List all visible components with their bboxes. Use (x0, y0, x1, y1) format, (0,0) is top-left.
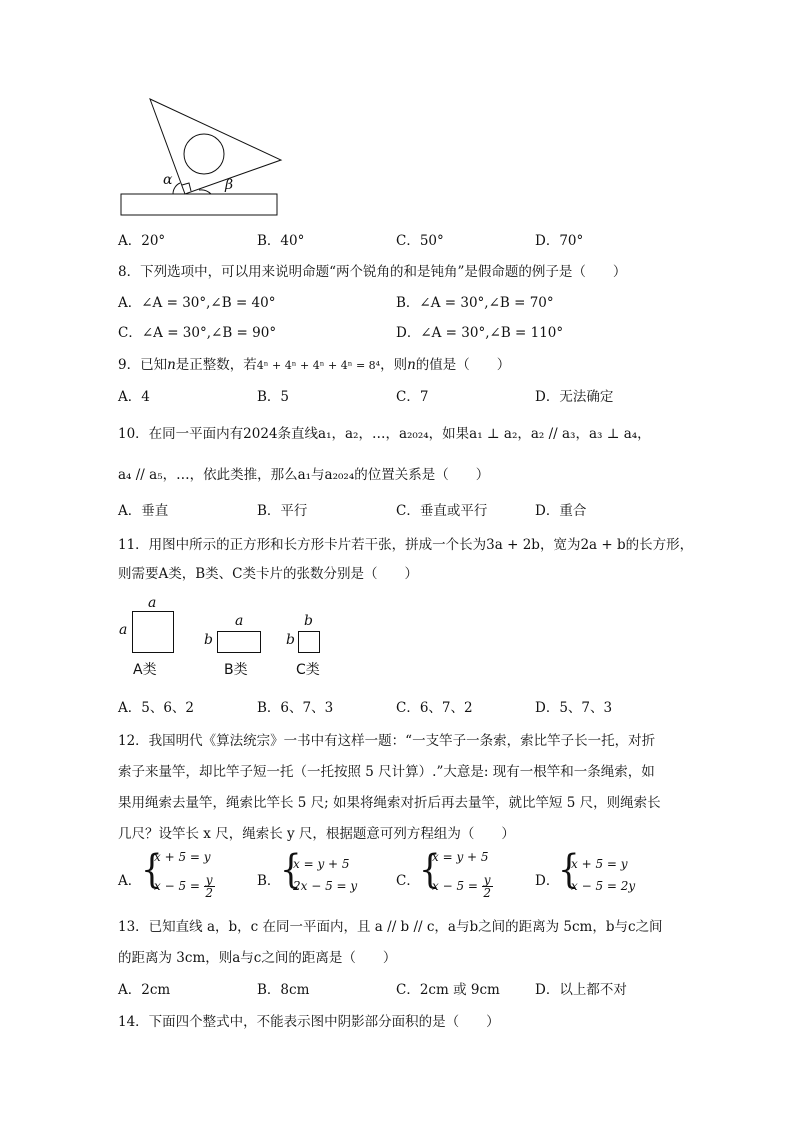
q12-option-d-letter: D． (535, 873, 560, 889)
q11-card-a-top-label: a (148, 595, 157, 611)
q11-class-a-label: A类 (133, 662, 157, 678)
q12-option-a-letter: A． (118, 873, 142, 889)
q12-option-c-eq2: x − 5 = $\frac{y}{2}$ (432, 873, 491, 900)
q12-option-a-brace: { (141, 847, 163, 893)
q9-option-d[interactable]: D．无法确定 (535, 389, 614, 405)
q12-stem-line1: 12．我国明代《算法统宗》一书中有这样一题：“一支竿子一条索，索比竿子长一托，对折 (118, 733, 656, 749)
q12-stem-line2: 索子来量竿，却比竿子短一托（一托按照 5 尺计算）.”大意是: 现有一根竿和一条绳索，如 (118, 764, 655, 780)
q12-stem-line3: 果用绳索去量竿，绳索比竿长 5 尺; 如果将绳索对折后再去量竿，就比竿短 5 尺，则绳索长 (118, 795, 661, 811)
q13-stem-line2: 的距离为 3cm，则a与c之间的距离是（ ） (118, 950, 397, 966)
q8-stem: 8．下列选项中，可以用来说明命题“两个锐角的和是钝角”是假命题的例子是（ ） (118, 264, 627, 280)
q7-ruler (121, 194, 277, 215)
q10-option-a[interactable]: A．垂直 (118, 503, 169, 519)
q10-option-d[interactable]: D．重合 (535, 503, 587, 519)
q11-option-d[interactable]: D．5、7、3 (535, 700, 613, 716)
q13-option-b[interactable]: B．8cm (257, 982, 310, 998)
q7-option-a[interactable]: A．20° (118, 233, 166, 249)
q11-stem-line1: 11．用图中所示的正方形和长方形卡片若干张，拼成一个长为3a + 2b，宽为2a + b的长方形， (118, 537, 694, 553)
q7-triangle-ruler-figure (118, 94, 288, 219)
q7-beta-arc (199, 190, 211, 194)
q7-option-d[interactable]: D．70° (535, 233, 584, 249)
q7-beta-label: β (225, 177, 234, 193)
q12-option-b-eq1: x = y + 5 (293, 857, 350, 871)
q10-stem-line1: 10．在同一平面内有2024条直线a₁，a₂，…，a₂₀₂₄，如果a₁ ⊥ a₂，a₂ // a₃，a₃ ⊥ a₄， (118, 426, 651, 442)
q14-stem: 14．下面四个整式中，不能表示图中阴影部分面积的是（ ） (118, 1014, 500, 1030)
q12-option-d-brace: { (558, 847, 580, 893)
q7-triangle-hole (184, 134, 224, 174)
q7-option-c[interactable]: C．50° (396, 233, 444, 249)
q12-option-b-brace: { (280, 847, 302, 893)
q11-card-a-left-label: a (119, 622, 128, 638)
q8-option-c[interactable]: C．∠A = 30°,∠B = 90° (118, 325, 277, 341)
q13-option-a[interactable]: A．2cm (118, 982, 171, 998)
q8-option-a[interactable]: A．∠A = 30°,∠B = 40° (118, 295, 276, 311)
q11-card-b (217, 631, 261, 653)
q11-option-a[interactable]: A．5、6、2 (118, 700, 195, 716)
q11-stem-line2: 则需要A类，B类、C类卡片的张数分别是（ ） (118, 566, 418, 582)
q10-option-c[interactable]: C．垂直或平行 (396, 503, 488, 519)
q9-option-a[interactable]: A．4 (118, 389, 150, 405)
q8-option-d[interactable]: D．∠A = 30°,∠B = 110° (396, 325, 564, 341)
q12-option-a-eq2: x − 5 = $\frac{y}{2}$ (154, 873, 213, 900)
q13-stem-line1: 13．已知直线 a，b，c 在同一平面内，且 a // b // c，a与b之间的距离为 5cm，b与c之间 (118, 919, 663, 935)
q11-card-c (298, 631, 320, 653)
q12-option-d-eq1: x + 5 = y (571, 857, 628, 871)
q11-card-b-left-label: b (204, 632, 213, 648)
q11-option-b[interactable]: B．6、7、3 (257, 700, 334, 716)
q11-option-c[interactable]: C．6、7、2 (396, 700, 473, 716)
q7-alpha-label: α (163, 172, 173, 188)
q12-option-a-eq1: x + 5 = y (154, 850, 211, 864)
q7-alpha-arc (173, 183, 180, 194)
q12-option-b-eq2: 2x − 5 = y (293, 879, 358, 893)
q7-option-b[interactable]: B．40° (257, 233, 305, 249)
q10-option-b[interactable]: B．平行 (257, 503, 308, 519)
q12-option-b-letter: B． (257, 873, 281, 889)
q13-option-c[interactable]: C．2cm 或 9cm (396, 982, 500, 998)
q11-class-c-label: C类 (296, 662, 320, 678)
q12-option-c-letter: C． (396, 873, 420, 889)
q8-option-b[interactable]: B．∠A = 30°,∠B = 70° (396, 295, 554, 311)
q11-class-b-label: B类 (224, 662, 248, 678)
q11-card-a (132, 611, 174, 653)
q10-stem-line2: a₄ // a₅，…，依此类推，那么a₁与a₂₀₂₄的位置关系是（ ） (118, 467, 490, 483)
q12-option-c-brace: { (419, 847, 441, 893)
q12-option-d-eq2: x − 5 = 2y (571, 879, 636, 893)
q11-card-c-top-label: b (304, 613, 313, 629)
q13-option-d[interactable]: D．以上都不对 (535, 982, 627, 998)
q9-stem: 9．已知n是正整数，若4ⁿ + 4ⁿ + 4ⁿ + 4ⁿ = 8⁴，则n的值是（ ） (118, 357, 511, 373)
q12-stem-line4: 几尺？设竿长 x 尺，绳索长 y 尺，根据题意可列方程组为（ ） (118, 826, 515, 842)
q11-card-c-left-label: b (286, 632, 295, 648)
q9-option-b[interactable]: B．5 (257, 389, 290, 405)
q9-option-c[interactable]: C．7 (396, 389, 429, 405)
q12-option-c-eq1: x = y + 5 (432, 850, 489, 864)
q11-card-b-top-label: a (235, 613, 244, 629)
